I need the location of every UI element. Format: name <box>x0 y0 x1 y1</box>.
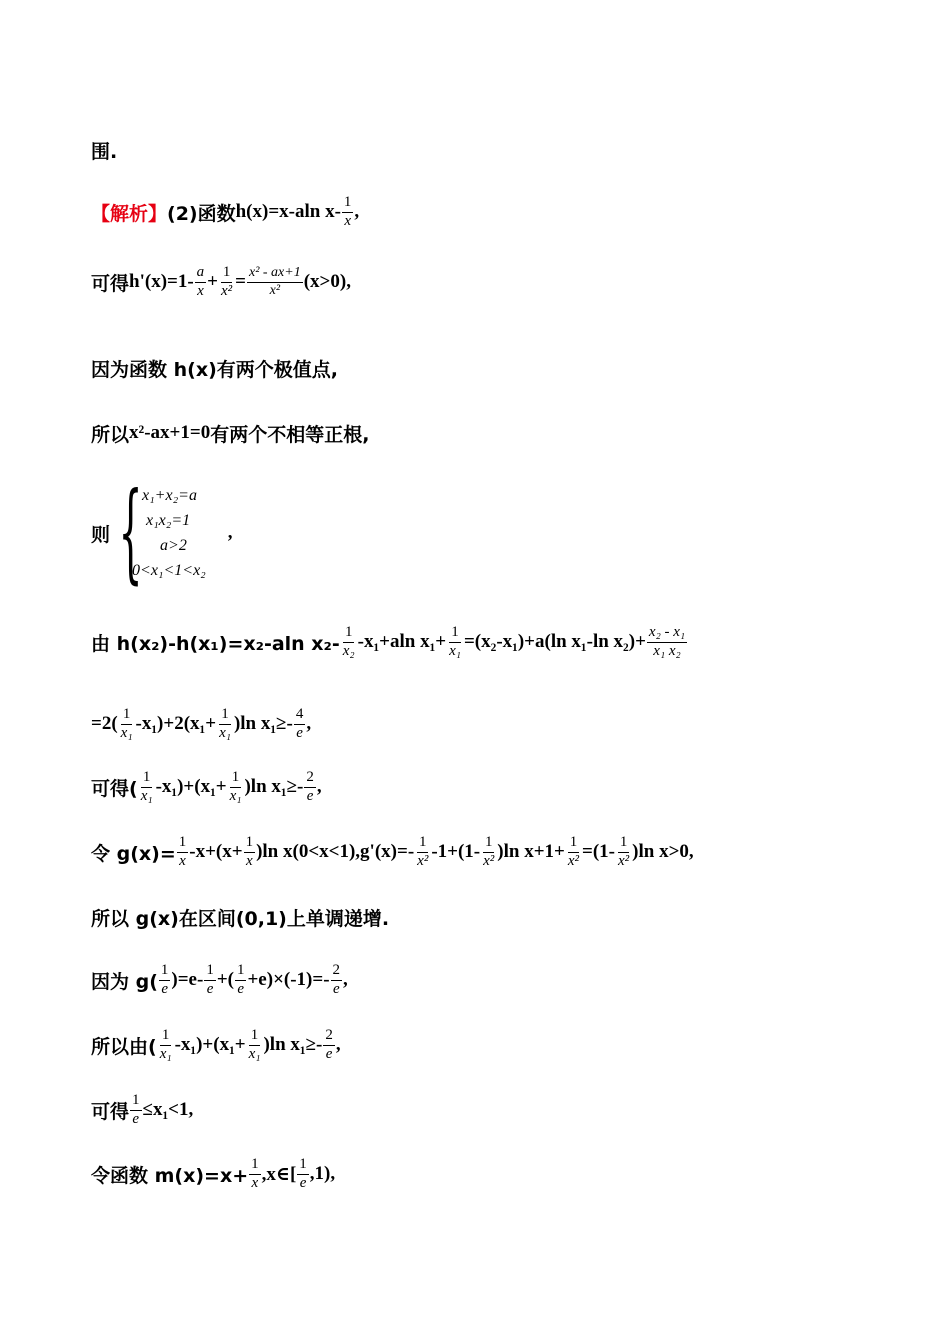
formula: h'(x)=1- <box>129 271 194 292</box>
formula: 因为 g( <box>91 970 158 993</box>
system-row: x₁x₂=1 <box>146 512 191 529</box>
text: 所以 g(x)在区间(0,1)上单调递增. <box>91 907 390 930</box>
fraction: $\frac{1}{\text{x₁}}$ <box>449 623 461 659</box>
text-line <box>91 413 369 453</box>
text-line <box>91 622 688 662</box>
fraction: $\frac{\text{x₂ - x₁}}{\text{x₁ x₂}}$ <box>648 623 686 659</box>
fraction: $\frac{1}{\text{x²}}$ <box>567 833 580 869</box>
fraction: $\frac{1}{\text{x₁}}$ <box>120 705 133 741</box>
formula: -x₁)+2(x₁+ <box>135 713 217 734</box>
formula: -x+(x+ <box>189 841 243 862</box>
formula: )ln x(0<x<1),g'(x)=- <box>256 841 415 862</box>
fraction: $\frac{2}{e}$ <box>332 961 341 997</box>
formula: )=e- <box>171 969 204 990</box>
fraction: $\frac{a}{x}$ <box>196 263 205 299</box>
text: 所以 <box>91 423 130 446</box>
text: 围. <box>91 140 118 163</box>
formula: 所以由( <box>91 1035 157 1058</box>
fraction: $\frac{1}{\text{x₁}}$ <box>229 768 242 804</box>
formula: =(1- <box>582 841 615 862</box>
formula: 令函数 m(x)=x+ <box>91 1164 249 1187</box>
fraction: $\frac{1}{e}$ <box>236 961 245 997</box>
equation-system-line <box>91 470 233 595</box>
fraction: $\frac{1}{\text{x₁}}$ <box>159 1026 172 1062</box>
fraction: $\frac{4}{e}$ <box>295 705 304 741</box>
text-line <box>91 130 117 170</box>
fraction: $\frac{2}{e}$ <box>325 1026 333 1062</box>
fraction: $\frac{1}{x}$ <box>251 1155 259 1191</box>
fraction: $\frac{1}{x}$ <box>343 193 352 229</box>
fraction: $\frac{1}{\text{x²}}$ <box>618 833 630 869</box>
text: 有两个不相等正根, <box>210 423 370 446</box>
text: 可得 <box>91 1100 130 1123</box>
fraction: $\frac{1}{\text{x₁}}$ <box>140 768 153 804</box>
formula: )ln x>0, <box>632 841 694 862</box>
formula: +e)×(-1)=- <box>247 969 330 990</box>
formula: (x>0), <box>303 271 351 292</box>
text-line <box>91 897 389 937</box>
fraction: $\frac{1}{e}$ <box>132 1091 140 1127</box>
text: 可得 <box>91 272 130 295</box>
fraction: $\frac{1}{x}$ <box>178 833 187 869</box>
formula: )ln x₁≥- <box>263 1034 323 1055</box>
fraction: $\frac{1}{\text{x²}}$ <box>417 833 429 869</box>
text-line: =2( $\frac{1}{\text{x₁}}$ -x₁)+2(x₁+ $\frac{1}{\text{x₁}}$ )ln x₁≥- $\frac{4}{e}$ , <box>91 705 312 741</box>
formula: -x₁)+(x₁+ <box>155 776 227 797</box>
formula: ,1), <box>309 1163 336 1184</box>
fraction: $\frac{1}{e}$ <box>206 961 214 997</box>
text-line <box>91 348 338 388</box>
formula: 令 g(x)= <box>91 842 176 865</box>
text-line <box>91 1090 193 1130</box>
formula: =(x₂-x₁)+a(ln x₁-ln x₂)+ <box>463 631 646 652</box>
fraction: $\frac{1}{\text{x²}}$ <box>221 263 233 299</box>
text-line: 【解析】 (2)函数 h(x)=x-aln x- $\frac{1}{x}$ , <box>91 193 360 229</box>
text-line: 可得 h'(x)=1- $\frac{a}{x}$ + $\frac{1}{\text{x²}}$ = $\frac{\text{x² - ax+1}}{\text{x²}}$ (x>0), <box>91 263 351 299</box>
system-row: x₁+x₂=a <box>142 487 197 504</box>
fraction: $\frac{1}{e}$ <box>160 961 169 997</box>
formula: )ln x₁≥- <box>233 713 293 734</box>
system-row: a>2 <box>160 537 187 554</box>
formula: 由 h(x₂)-h(x₁)=x₂-aln x₂- <box>91 632 340 655</box>
fraction: $\frac{\text{x² - ax+1}}{\text{x²}}$ <box>248 264 301 298</box>
formula: )ln x₁≥- <box>244 776 304 797</box>
fraction: $\frac{1}{\text{x₁}}$ <box>248 1026 261 1062</box>
brace-icon: { <box>118 470 143 595</box>
text-line <box>91 832 694 872</box>
fraction: $\frac{1}{x}$ <box>245 833 254 869</box>
formula: -x₁)+(x₁+ <box>174 1034 246 1055</box>
formula: -1+(1- <box>431 841 481 862</box>
formula: 可得( <box>91 777 138 800</box>
system-row: 0<x₁<1<x₂ <box>132 562 206 579</box>
text: (2)函数 <box>167 202 236 225</box>
equation-system <box>114 470 206 595</box>
fraction: $\frac{1}{e}$ <box>299 1155 307 1191</box>
formula: +( <box>216 969 234 990</box>
text: 则 <box>91 523 111 546</box>
text: , <box>227 522 233 543</box>
analysis-tag: 【解析】 <box>91 202 168 225</box>
fraction: $\frac{1}{\text{x₂}}$ <box>342 623 355 659</box>
formula: ≤x₁<1, <box>142 1099 194 1120</box>
formula: x²-ax+1=0 <box>129 422 211 443</box>
text: 因为函数 h(x)有两个极值点, <box>91 358 338 381</box>
formula: -x₁+aln x₁+ <box>357 631 447 652</box>
formula: =2( <box>91 713 118 734</box>
formula: ,x∈[ <box>261 1163 297 1185</box>
text-line: 因为 g( $\frac{1}{e}$ )=e- $\frac{1}{e}$ +( $\frac{1}{e}$ +e)×(-1)=- $\frac{2}{e}$ , <box>91 961 348 997</box>
formula: h(x)=x-aln x- <box>235 201 341 222</box>
text-line: 所以由( $\frac{1}{\text{x₁}}$ -x₁)+(x₁+ $\frac{1}{\text{x₁}}$ )ln x₁≥- $\frac{2}{e}$ , <box>91 1026 341 1062</box>
text-line: 可得( $\frac{1}{\text{x₁}}$ -x₁)+(x₁+ $\frac{1}{\text{x₁}}$ )ln x₁≥- $\frac{2}{e}$ , <box>91 768 322 804</box>
fraction: $\frac{1}{\text{x₁}}$ <box>219 705 231 741</box>
fraction: $\frac{2}{e}$ <box>306 768 314 804</box>
formula: )ln x+1+ <box>497 841 565 862</box>
text-line <box>91 1154 335 1194</box>
fraction: $\frac{1}{\text{x²}}$ <box>483 833 495 869</box>
